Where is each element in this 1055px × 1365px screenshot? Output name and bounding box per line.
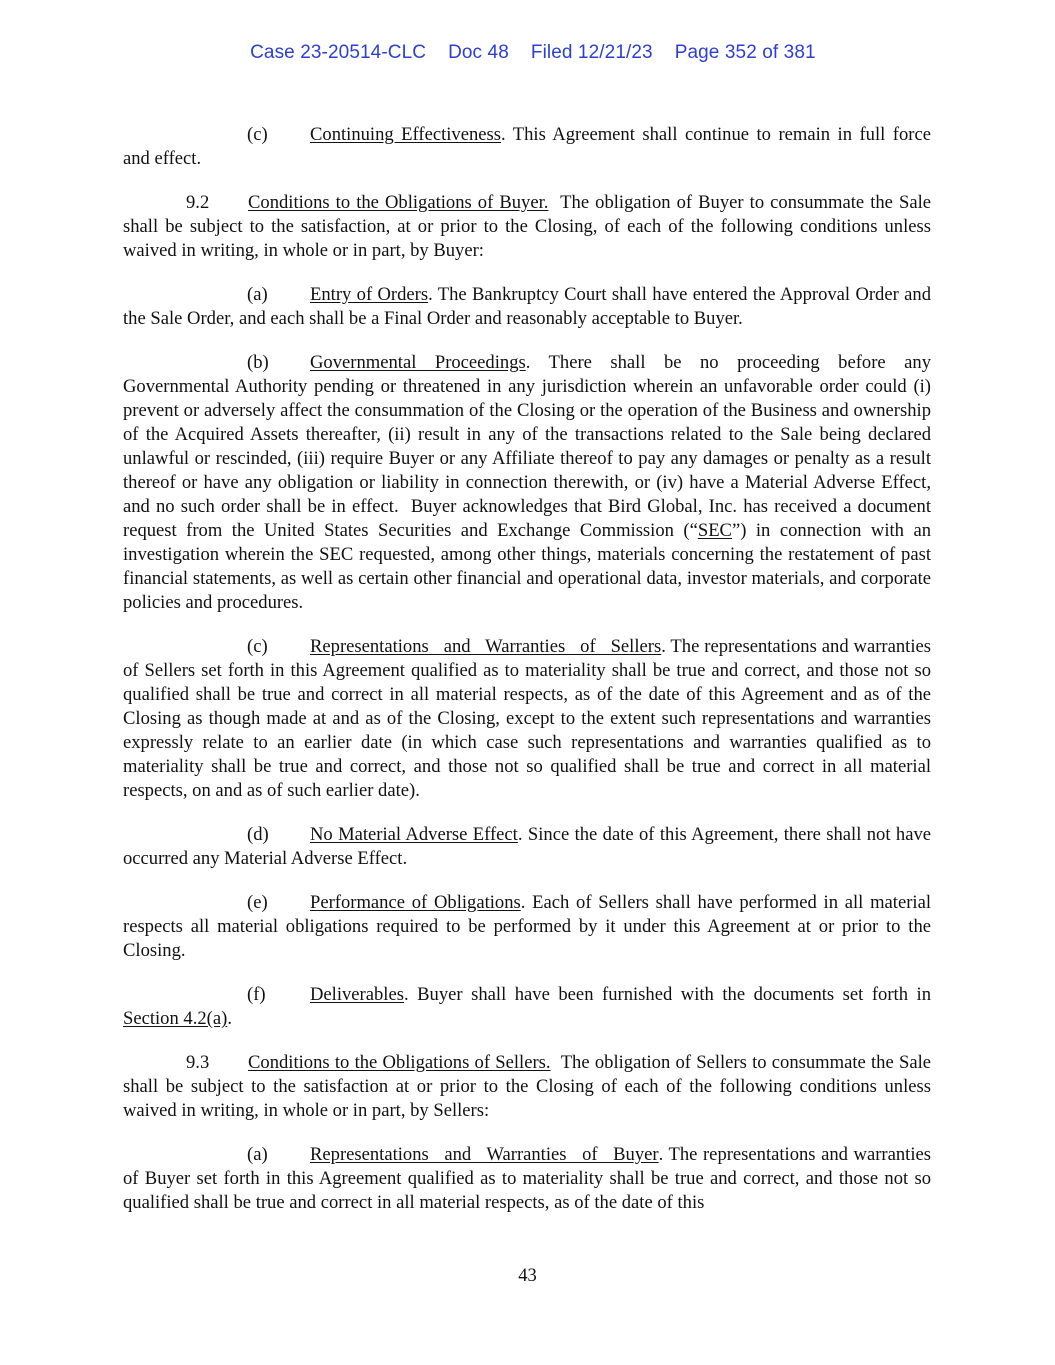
- paragraph-continuing-effectiveness: [123, 123, 931, 171]
- paragraph-text: . Buyer shall have been furnished with the documents set forth in: [403, 984, 931, 1005]
- paragraph-reps-warranties-sellers: [123, 635, 931, 803]
- paragraph-deliverables: [123, 983, 931, 1031]
- paragraph-heading: Representations and Warranties of Sellers: [310, 636, 662, 657]
- document-body: [123, 123, 936, 1235]
- paragraph-number: (d): [247, 824, 269, 845]
- paragraph-number: (c): [247, 124, 268, 145]
- paragraph-performance-of-obligations: [123, 891, 931, 963]
- section-9-2: [123, 191, 936, 263]
- paragraph-reps-warranties-buyer: [123, 1143, 931, 1215]
- page-number: 43: [518, 1265, 537, 1286]
- doc-number: Doc 48: [448, 42, 509, 63]
- paragraph-governmental-proceedings: [123, 351, 936, 615]
- paragraph-heading: Continuing Effectiveness: [310, 124, 501, 145]
- paragraph-text: . There shall be no proceeding before any Governmental Authority pending or threatened in any jurisdiction wherein an unfavorable order could (i) prevent or adversely affect the consummation of the Closing or the operation of the Business and ownership of the Acquired Assets thereafter, (ii) result in any of the transactions related to the Sale being declared unlawful or rescinded, (iii) require Buyer or any Affiliate thereof to pay any damages or penalty as a result thereof or have any obligation or liability in connection therewith, or (iv) have a Material Adverse Effect, and no such order shall be in effect. Buyer acknowledges that Bird Global, Inc. has received a document request from the United States Securities and Exchange Commission (“: [123, 352, 936, 541]
- paragraph-text: . Since the date of this Agreement, there shall not have occurred any Material Adverse Effect.: [123, 824, 931, 869]
- paragraph-no-material-adverse-effect: [123, 823, 931, 871]
- paragraph-heading: Entry of Orders: [310, 284, 429, 305]
- section-9-3: [123, 1051, 936, 1123]
- paragraph-heading: Performance of Obligations: [310, 892, 521, 913]
- paragraph-heading: Representations and Warranties of Buyer: [310, 1144, 659, 1165]
- paragraph-number: (e): [247, 892, 268, 913]
- page-count: Page 352 of 381: [674, 42, 816, 63]
- paragraph-heading: No Material Adverse Effect: [310, 824, 518, 845]
- section-text: The obligation of Sellers to consummate the Sale shall be subject to the satisfaction at or prior to the Closing of each of the following conditions unless waived in writing, in whole or in part, by Sellers:: [123, 1052, 936, 1121]
- paragraph-number: (f): [247, 984, 266, 1005]
- paragraph-number: (b): [247, 352, 269, 373]
- paragraph-text-continued: ”) in connection with an investigation wherein the SEC requested, among other things, materials concerning the restatement of past financial statements, as well as certain other financial and operational data, investor materials, and corporate policies and procedures.: [123, 520, 931, 613]
- section-heading: Conditions to the Obligations of Buyer.: [248, 192, 549, 213]
- section-number: 9.2: [186, 192, 210, 213]
- paragraph-text-end: .: [227, 1008, 232, 1029]
- case-number: Case 23-20514-CLC: [250, 42, 427, 63]
- paragraph-text: . This Agreement shall continue to remain in full force and effect.: [123, 124, 931, 169]
- paragraph-text: . The representations and warranties of Buyer set forth in this Agreement qualified as to materiality shall be true and correct, and those not so qualified shall be true and correct in all material respects, as of the date of this: [123, 1144, 931, 1213]
- paragraph-heading: Governmental Proceedings: [310, 352, 526, 373]
- court-filing-header: [0, 20, 1055, 64]
- filed-date: Filed 12/21/23: [530, 42, 653, 63]
- section-text: The obligation of Buyer to consummate the Sale shall be subject to the satisfaction, at or prior to the Closing, of each of the following conditions unless waived in writing, in whole or in part, by Buyer:: [123, 192, 936, 261]
- paragraph-entry-of-orders: [123, 283, 931, 331]
- paragraph-number: (a): [247, 284, 268, 305]
- defined-term-sec: SEC: [697, 520, 732, 541]
- paragraph-text: . Each of Sellers shall have performed in all material respects all material obligations required to be performed by it under this Agreement at or prior to the Closing.: [123, 892, 931, 961]
- paragraph-text: . The representations and warranties of Sellers set forth in this Agreement qualified as to materiality shall be true and correct, and those not so qualified shall be true and correct in all material respects, as of the date of this Agreement and as of the Closing as though made at and as of the Closing, except to the extent such representations and warranties expressly relate to an earlier date (in which case such representations and warranties qualified as to materiality shall be true and correct, and those not so qualified shall be true and correct in all material respects, on and as of such earlier date).: [123, 636, 931, 801]
- paragraph-heading: Deliverables: [310, 984, 404, 1005]
- section-reference-link: Section 4.2(a): [123, 1008, 228, 1029]
- section-number: 9.3: [186, 1052, 210, 1073]
- section-heading: Conditions to the Obligations of Sellers.: [248, 1052, 551, 1073]
- paragraph-number: (c): [247, 636, 268, 657]
- paragraph-number: (a): [247, 1144, 268, 1165]
- paragraph-text: . The Bankruptcy Court shall have entered the Approval Order and the Sale Order, and each shall be a Final Order and reasonably acceptable to Buyer.: [123, 284, 931, 329]
